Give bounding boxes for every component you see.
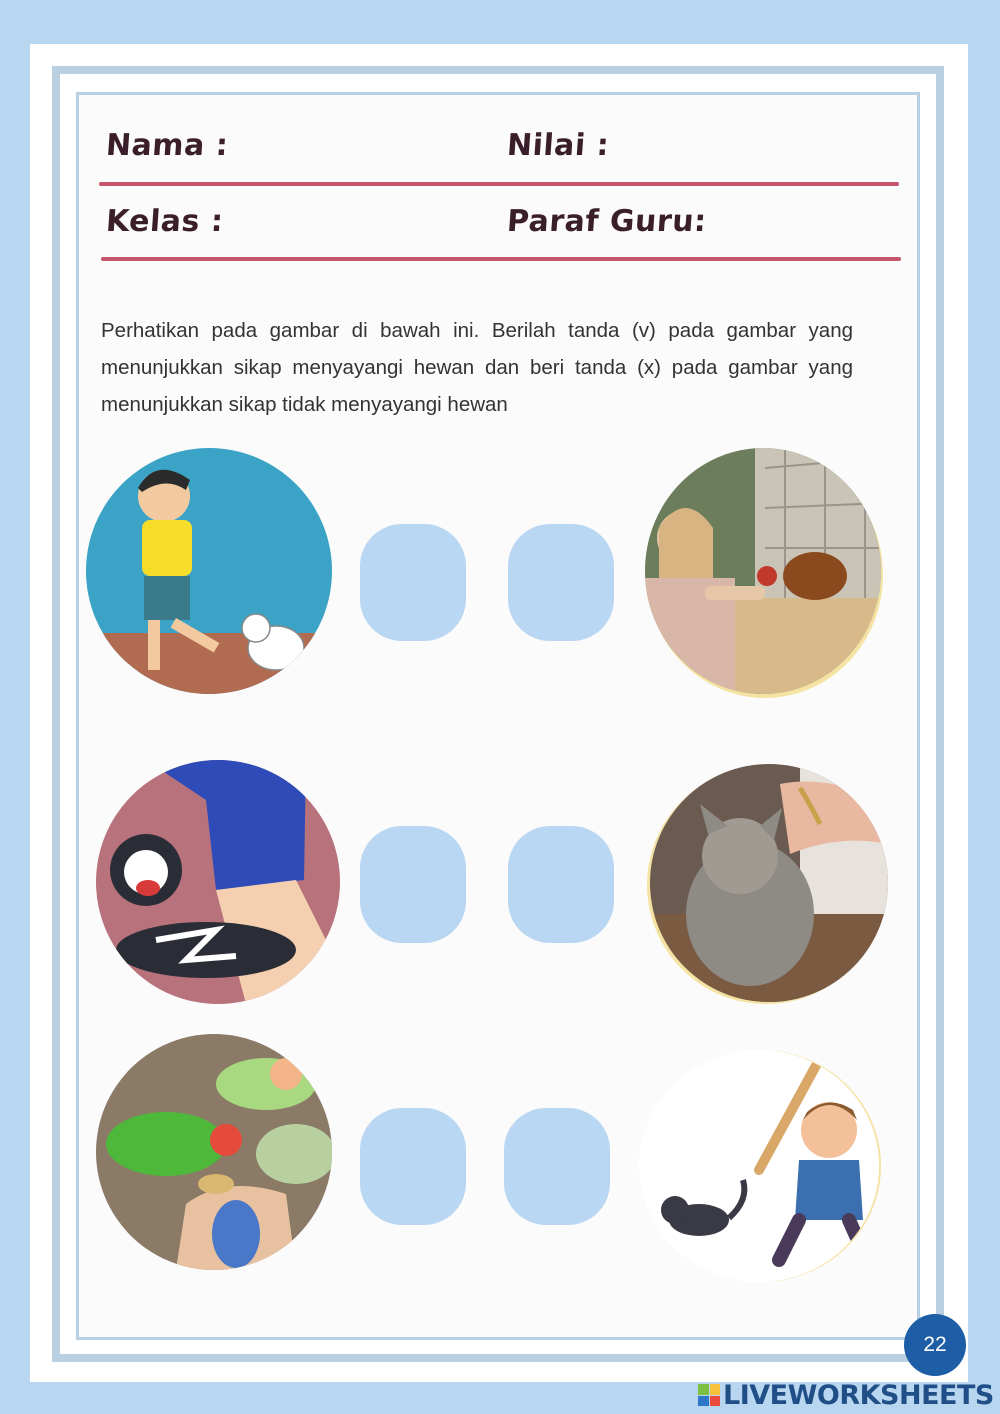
- hand-feeding-parrots-picture: [96, 1034, 332, 1270]
- header-rule-2: [101, 257, 901, 261]
- girl-feeding-chicken-picture: [645, 448, 881, 694]
- paraf-guru-label: Paraf Guru:: [505, 204, 708, 239]
- answer-box-3a[interactable]: [360, 1108, 466, 1225]
- liveworksheets-brand: [698, 1378, 994, 1412]
- page-number-badge: 22: [904, 1314, 966, 1376]
- foot-stepping-on-cat-picture: [96, 760, 340, 1004]
- answer-box-1b[interactable]: [508, 524, 614, 641]
- answer-box-2a[interactable]: [360, 826, 466, 943]
- answer-box-1a[interactable]: [360, 524, 466, 641]
- answer-box-3b[interactable]: [504, 1108, 610, 1225]
- brand-name: LIVEWORKSHEETS: [723, 1379, 994, 1411]
- kelas-label: Kelas :: [104, 204, 225, 239]
- nilai-label: Nilai :: [505, 128, 611, 163]
- man-chasing-cat-with-bat-picture: [639, 1050, 879, 1282]
- boy-kicking-cat-picture: [86, 448, 332, 694]
- instructions-text: Perhatikan pada gambar di bawah ini. Berilah tanda (v) pada gambar yang menunjukkan sikap menyayangi hewan dan beri tanda (x) pada gambar yang menunjukkan sikap tidak menyayangi hewan: [101, 319, 853, 416]
- hand-feeding-cat-picture: [650, 764, 888, 1002]
- nama-label: Nama :: [104, 128, 230, 163]
- header-rule-1: [99, 182, 899, 186]
- liveworksheets-logo-icon: [698, 1384, 720, 1406]
- answer-box-2b[interactable]: [508, 826, 614, 943]
